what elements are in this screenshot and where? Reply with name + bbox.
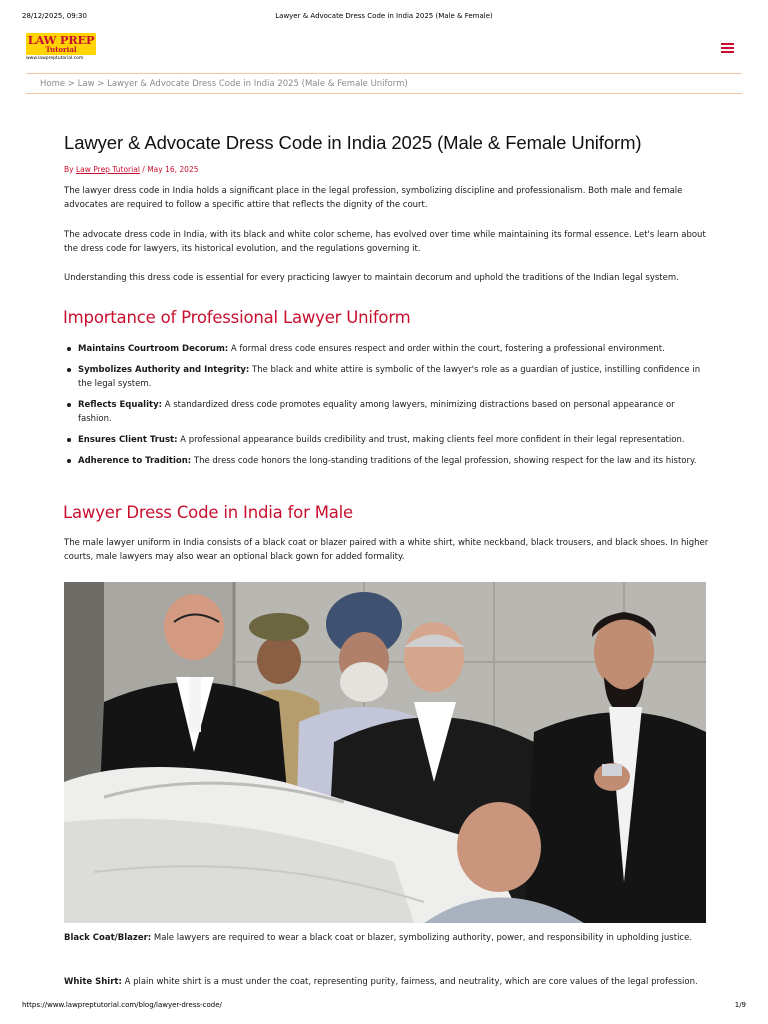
dress-item-paragraph — [64, 931, 709, 945]
article-byline — [64, 165, 199, 174]
breadcrumb-top-rule — [26, 73, 742, 74]
breadcrumb-separator: > — [65, 79, 78, 89]
byline-prefix: By — [64, 165, 76, 174]
breadcrumb-home-link[interactable]: Home — [40, 79, 66, 89]
breadcrumb-bottom-rule — [26, 93, 742, 94]
breadcrumb-separator: > — [94, 79, 108, 89]
list-item-term: Symbolizes Authority and Integrity: — [78, 365, 250, 375]
print-page-title: Lawyer & Advocate Dress Code in India 2025 (Male & Female) — [275, 12, 493, 20]
list-item-text: A professional appearance builds credibility and trust, making clients feel more confident in their legal representation. — [177, 435, 685, 445]
importance-list — [64, 342, 709, 475]
list-item-text: A standardized dress code promotes equality among lawyers, minimizing distractions based on personal appearance or fashion. — [78, 400, 675, 424]
list-item — [64, 342, 709, 356]
list-item — [64, 433, 709, 447]
intro-paragraph: Understanding this dress code is essential for every practicing lawyer to maintain decorum and uphold the traditions of the Indian legal system. — [64, 273, 679, 283]
breadcrumb-law-link[interactable]: Law — [77, 79, 95, 89]
list-item-text: The dress code honors the long-standing traditions of the legal profession, showing respect for the law and its history. — [191, 456, 697, 466]
dress-item-paragraph — [64, 975, 709, 989]
list-item — [64, 454, 709, 468]
print-footer-url: https://www.lawpreptutorial.com/blog/lawyer-dress-code/ — [22, 1001, 222, 1009]
section-intro-paragraph: The male lawyer uniform in India consists of a black coat or blazer paired with a white shirt, white neckband, black trousers, and black shoes. In higher courts, male lawyers may also wear an optional black gown for added formality. — [64, 538, 709, 562]
list-item-term: Adherence to Tradition: — [78, 456, 192, 466]
print-datetime: 28/12/2025, 09:30 — [22, 12, 87, 20]
list-item — [64, 398, 709, 426]
section-heading: Lawyer Dress Code in India for Male — [63, 503, 353, 522]
list-item — [64, 363, 709, 391]
article-title: Lawyer & Advocate Dress Code in India 2025 (Male & Female Uniform) — [64, 132, 642, 153]
male-lawyers-photo — [64, 582, 706, 923]
publish-date: May 16, 2025 — [147, 165, 199, 174]
logo-line1: LAW PREP — [27, 33, 95, 47]
logo-url: www.lawpreptutorial.com — [26, 56, 84, 61]
logo-badge — [26, 33, 96, 55]
list-item-term: Maintains Courtroom Decorum: — [78, 344, 229, 354]
dress-item-text: Male lawyers are required to wear a black coat or blazer, symbolizing authority, power, and responsibility in upholding justice. — [151, 933, 693, 943]
author-link[interactable]: Law Prep Tutorial — [75, 165, 140, 174]
section-heading: Importance of Professional Lawyer Uniform — [63, 308, 411, 327]
page-number: 1/9 — [734, 1001, 746, 1009]
intro-paragraph: The lawyer dress code in India holds a significant place in the legal profession, symbolizing discipline and professionalism. Both male and female advocates are required to follow a specific attire that reflects the dignity of the court. — [64, 186, 683, 210]
byline-separator: / — [139, 165, 148, 174]
logo-line2: Tutorial — [45, 45, 77, 54]
dress-item-term: Black Coat/Blazer: — [64, 933, 152, 943]
hamburger-menu-icon[interactable] — [721, 43, 734, 53]
dress-item-term: White Shirt: — [64, 977, 122, 987]
list-item-text: The black and white attire is symbolic of the lawyer's role as a guardian of justice, instilling confidence in the legal system. — [78, 365, 701, 389]
print-header — [22, 12, 746, 24]
breadcrumb-current: Lawyer & Advocate Dress Code in India 2025 (Male & Female Uniform) — [107, 79, 408, 89]
breadcrumb — [40, 79, 408, 89]
site-logo[interactable] — [26, 33, 98, 63]
list-item-text: A formal dress code ensures respect and order within the court, fostering a professional environment. — [228, 344, 665, 354]
list-item-term: Reflects Equality: — [78, 400, 163, 410]
list-item-term: Ensures Client Trust: — [78, 435, 178, 445]
dress-item-text: A plain white shirt is a must under the coat, representing purity, fairness, and neutrality, which are core values of the legal profession. — [121, 977, 698, 987]
intro-paragraph: The advocate dress code in India, with its black and white color scheme, has evolved over time while maintaining its formal essence. Let's learn about the dress code for lawyers, its historical evolution, and the regulations governing it. — [64, 230, 706, 254]
